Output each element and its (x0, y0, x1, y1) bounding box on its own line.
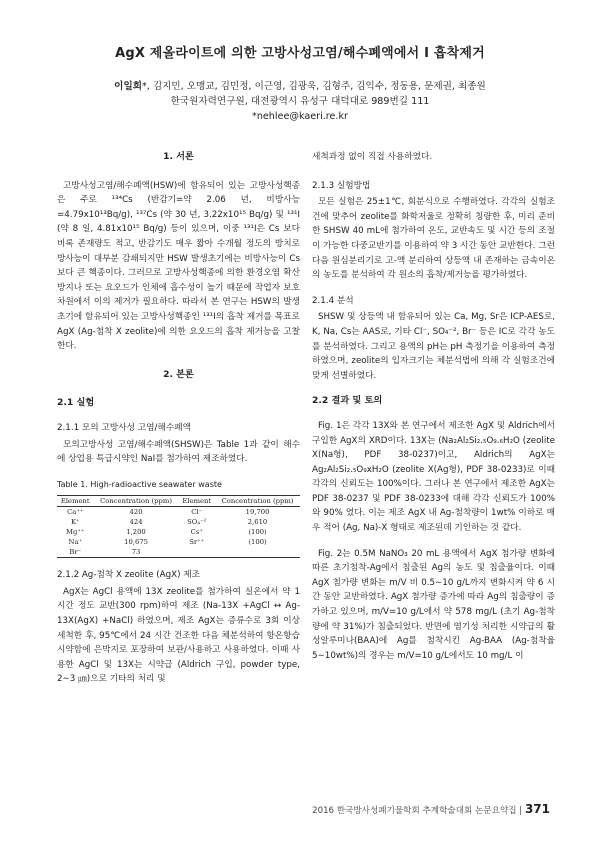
table-cell: Cl⁻ (191, 508, 203, 517)
table-cell: (100) (248, 538, 267, 547)
table-cell: 73 (94, 547, 179, 558)
composition-table (57, 495, 300, 558)
intro-paragraph: 고방사성고염/해수폐액(HSW)에 함유되어 있는 고방사성핵종은 주로 ¹³⁴Cs (반감기=약 2.06 년, 비방사능=4.79x10¹³Bq/g), ¹³⁷Cs (약 30 년, 3.22x10¹⁵ Bq/g) 및 ¹³¹I (약 8 일, 4.81x10¹⁵ Bq/g) 등이 있으며, 이중 ¹³¹I은 Cs 보다 비록 존재량도 적고, 반감기도 매우 짧아 수개월 정도의 방치로 방사능이 대부분 감쇄되지만 HSW 발생초기에는 비방사능이 Cs 보다 큰 핵종이다. 그러므로 고방사성핵종에 의한 환경오염 확산방지나 또는 요오드가 인체에 흡수성이 높기 때문에 작업자 보호차원에서 이의 제거가 필요하다. 따라서 본 연구는 HSW의 발생초기에 함유되어 있는 고방사성핵종인 ¹³¹I의 흡착 제거를 목표로 AgX (Ag-첨착 X zeolite)에 의한 요오드의 흡착 제거능을 고찰한다. (57, 180, 300, 352)
author-block (0, 79, 600, 124)
table-cell (215, 547, 300, 558)
results-paragraph-2: Fig. 2는 0.5M NaNO₃ 20 mL 용액에서 AgX 첨가량 변화에 따른 초기첨착-Ag에서 침출된 Ag의 농도 및 침출율이다. 이때 AgX 첨가량 변화는 m/V 비 0.5∼10 g/L까지 변화시켜 약 6 시간 동안 교반하였다. AgX 첨가량 증가에 따라 Ag의 침출량이 증가하고 있으며, m/V=10 g/L에서 약 578 mg/L (초기 Ag-첨착량에 약 31%)가 침출되었다. 반면에 염기성 처리한 시약급의 활성알루미나(BAA)에 Ag를 첨착시킨 Ag-BAA (Ag-첨착율 5∼10wt%)의 경우는 m/V=10 g/L에서도 10 mg/L 이 (312, 548, 555, 661)
table-cell: Cs⁺ (190, 528, 203, 537)
section-results-title: 2.2 결과 및 토의 (312, 395, 383, 407)
paper-title: AgX 제올라이트에 의한 고방사성고염/해수폐액에서 I 흡착제거 (115, 46, 485, 61)
table-header-cell: Element (57, 496, 94, 507)
table-row (57, 547, 300, 558)
table-cell: Ca⁺⁺ (67, 508, 84, 517)
table-cell: Sr⁺⁺ (189, 538, 205, 547)
section-intro-title: 1. 서론 (163, 151, 194, 162)
table-row (57, 507, 300, 518)
table-header-row (57, 496, 300, 507)
analysis-paragraph: SHSW 및 상등액 내 함유되어 있는 Ca, Mg, Sr은 ICP-AES로, K, Na, Cs는 AAS로, 기타 Cl⁻, SO₄⁻², Br⁻ 등은 IC로 각각 농도를 분석하였다. 그리고 용액의 pH는 pH 측정기을 이용하여 측정하였으며, zeolite의 입자크기는 체분석법에 의해 각 실험조건에 맞게 선별하였다. (312, 312, 555, 381)
table-cell: 10,675 (124, 538, 148, 547)
agx-paragraph: AgX는 AgCl 용액에 13X zeolite를 첨가하여 실온에서 약 1 시간 정도 교반(300 rpm)하여 제조 (Na-13X +AgCl ↔ Ag-13X(AgX) +NaCl) 하였으며, 제조 AgX는 증류수로 3회 이상 세척한 후, 95℃에서 24 시간 건조한 다음 체분석하여 항온항습시약함에 은박지로 포장하여 보관/사용하고 사용하였다. 이때 사용한 AgCl 및 13X는 시약급 (Aldrich 구입, powder type, 2∼3 ㎛)으로 기타의 처리 및 (57, 586, 300, 685)
table-header-cell: Concentration (ppm) (94, 496, 179, 507)
table-row (57, 517, 300, 527)
subsection-method-title: 2.1.3 실험방법 (312, 180, 371, 191)
footer-conference-text: 2016 한국방사성폐기물학회 추계학술대회 논문요약집 (312, 806, 520, 816)
affiliation: 한국원자력연구원, 대전광역시 유성구 대덕대로 989번길 111 (170, 96, 430, 107)
page-number: 371 (524, 802, 550, 816)
section-main-title: 2. 본론 (163, 368, 194, 380)
table-header-cell: Element (178, 496, 215, 507)
table-caption: Table 1. High-radioactive seawater waste (57, 479, 222, 489)
table-cell: Br⁻ (57, 547, 94, 558)
section-experiment-title: 2.1 실험 (57, 397, 95, 409)
author-line (0, 79, 600, 94)
author-email: *nehlee@kaeri.re.kr (252, 111, 348, 122)
right-column (312, 150, 555, 674)
table-cell: Mg⁺⁺ (66, 528, 85, 537)
table-cell: 19,700 (245, 508, 270, 517)
table-cell: (100) (248, 528, 267, 537)
page-footer (312, 802, 550, 816)
left-column (57, 150, 300, 698)
table-cell: 420 (129, 508, 143, 517)
table-row (57, 527, 300, 537)
subsection-analysis-title: 2.1.4 분석 (312, 295, 354, 306)
waste-paragraph: 모의고방사성 고염/해수폐액(SHSW)은 Table 1과 같이 해수에 상업용 특급시약인 NaI를 첨가하여 제조하였다. (57, 439, 300, 465)
method-paragraph: 모든 실험은 25±1℃, 회분식으로 수행하였다. 각각의 실험조건에 맞추어 zeolite를 화학저울로 정확히 칭량한 후, 미리 준비한 SHSW 40 mL에 첨가하여 온도, 교반속도 및 시간 등의 조절이 가능한 다중교반기를 이용하여 약 3 시간 동안 교반한다. 그런 다음 원심분리기로 고-액 분리하여 상등액 내 존재하는 금속이온의 농도를 분석하여 각 원소의 흡착/제거능을 평가하였다. (312, 197, 555, 281)
continued-paragraph: 세척과정 없이 직접 사용하였다. (312, 152, 433, 162)
subsection-agx-title: 2.1.2 Ag-첨착 X zeolite (AgX) 제조 (57, 570, 201, 581)
table-cell (178, 547, 215, 558)
table-cell: K⁺ (70, 518, 80, 527)
results-paragraph-1: Fig. 1은 각각 13X와 본 연구에서 제조한 AgX 및 Aldrich에서 구입한 AgX의 XRD이다. 13X는 (Na₂Al₂Si₂.₅O₉.₆H₂O (zeolite X(Na형), PDF 38-0237)이고, Aldrich의 AgX는 Ag₂Al₂Si₂.₅O₉xH₂O (zeolite X(Ag형), PDF 38-0233)로 이때 각각의 신뢰도는 100%이다. 그러나 본 연구에서 제조한 AgX는 PDF 38-0237 및 PDF 38-0233에 대해 각각 신뢰도가 100%와 90% 였다. 이는 제조 AgX 내 Ag-첨착량이 1wt% 이하로 매우 적어 (Ag, Na)-X 형태로 제조된데 기인하는 것 같다. (312, 420, 555, 534)
table-cell: 1,200 (126, 528, 146, 537)
table-cell: SO₄⁻² (187, 518, 207, 527)
table-header-cell: Concentration (ppm) (215, 496, 300, 507)
table-cell: 424 (129, 518, 143, 527)
main-author: 이일희 (114, 81, 142, 92)
subsection-waste-title: 2.1.1 모의 고방사성 고염/해수폐액 (57, 422, 192, 433)
table-cell: 2,610 (247, 518, 268, 527)
table-cell: Na⁺ (68, 538, 83, 547)
table-row (57, 537, 300, 547)
co-authors: *, 김지민, 오맹교, 김민정, 이근영, 김광욱, 김형주, 김익수, 정동용, 문제권, 최종원 (141, 81, 486, 92)
footer-separator: | (519, 806, 523, 816)
